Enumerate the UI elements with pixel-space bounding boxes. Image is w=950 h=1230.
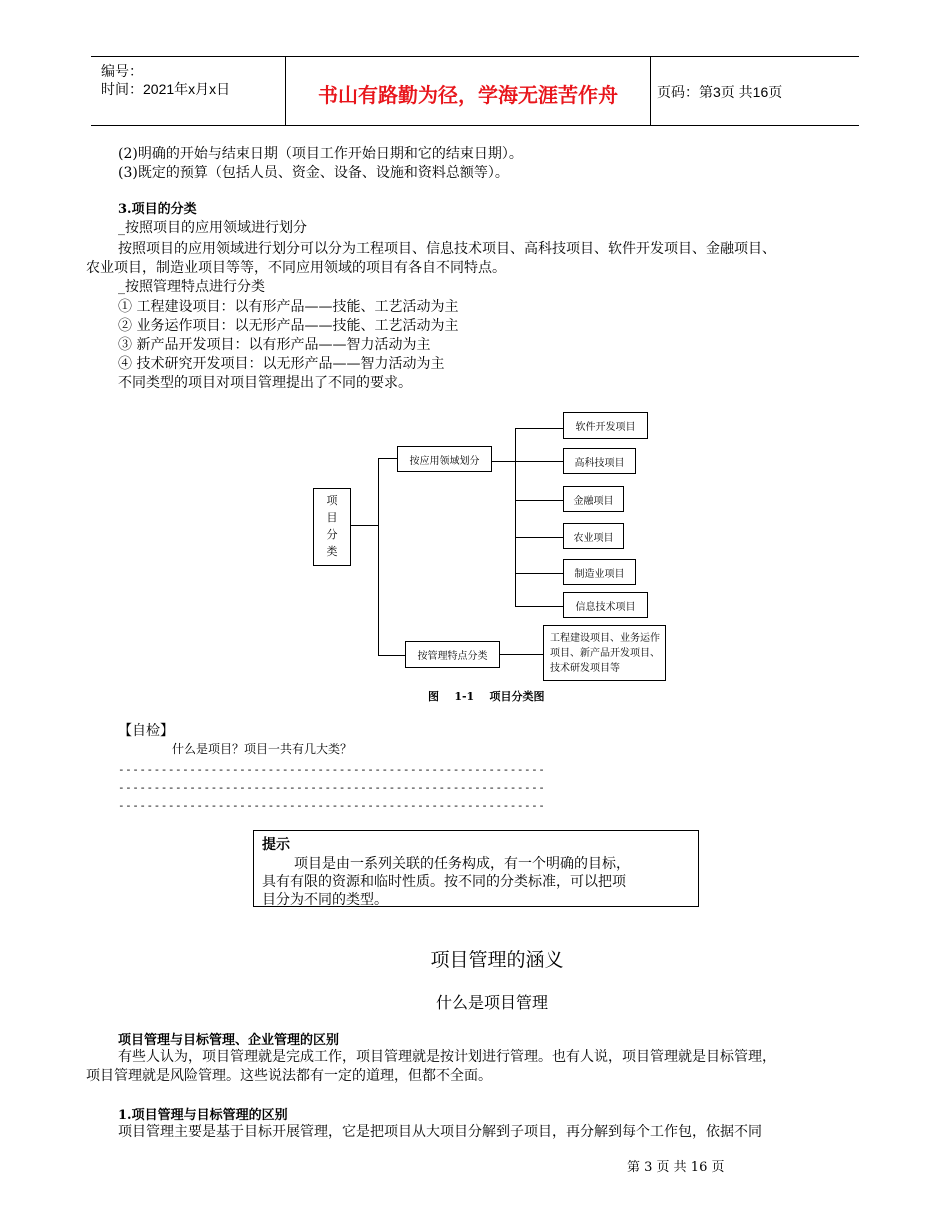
- motto-cell: [285, 57, 651, 125]
- mgmt-item: ④ 技术研究开发项目：以无形产品——智力活动为主: [118, 356, 445, 372]
- connector: [350, 525, 378, 526]
- mgmt-item: ② 业务运作项目：以无形产品——技能、工艺活动为主: [118, 318, 459, 334]
- domain-leaf-box: 信息技术项目: [563, 592, 648, 618]
- number-label: 编号：: [101, 63, 143, 79]
- diagram-root-box: [313, 488, 351, 566]
- intro-line-2: (3)既定的预算（包括人员、资金、设备、设施和资料总额等）。: [118, 165, 509, 181]
- by-domain-heading: _按照项目的应用领域进行划分: [118, 220, 307, 236]
- answer-line: ------------------------------------------------------------: [118, 781, 546, 794]
- footer-page-number: 第 3 页 共 16 页: [627, 1160, 725, 1175]
- time-label: 时间：2021年x月x日: [101, 81, 231, 97]
- domain-leaf-box: 农业项目: [563, 523, 624, 549]
- mgmt-leaf-line: 技术研发项目等: [550, 662, 620, 674]
- answer-line: ------------------------------------------------------------: [118, 763, 546, 776]
- motto-text: 书山有路勤为径，学海无涯苦作舟: [318, 85, 618, 107]
- tip-line: 具有有限的资源和临时性质。按不同的分类标准，可以把项: [262, 874, 626, 890]
- domain-leaf-box: 金融项目: [563, 486, 624, 512]
- tip-line: 项目是由一系列关联的任务构成，有一个明确的目标，: [294, 856, 630, 872]
- self-check-label: 【自检】: [118, 723, 174, 739]
- diff-text-1: 有些人认为，项目管理就是完成工作，项目管理就是按计划进行管理。也有人说，项目管理就是目标管理，: [118, 1049, 776, 1065]
- branch-mgmt-box: 按管理特点分类: [405, 641, 500, 668]
- connector: [515, 500, 563, 501]
- page-info: 页码：第3页 共16页: [657, 84, 783, 100]
- classification-heading: 3.项目的分类: [118, 202, 197, 217]
- root-char: 项: [326, 495, 338, 507]
- tip-title: 提示: [262, 837, 290, 853]
- branch-domain-box: 按应用领域划分: [397, 446, 492, 472]
- intro-line-1: (2)明确的开始与结束日期（项目工作开始日期和它的结束日期）。: [118, 146, 523, 162]
- mgmt-leaf-line: 工程建设项目、业务运作: [550, 632, 660, 644]
- domain-leaf-box: 高科技项目: [563, 448, 636, 474]
- connector: [515, 461, 563, 462]
- sub-heading-1: 1.项目管理与目标管理的区别: [118, 1108, 288, 1123]
- classification-closing: 不同类型的项目对项目管理提出了不同的要求。: [118, 375, 412, 391]
- domain-leaf-box: 制造业项目: [563, 559, 636, 585]
- root-char: 目: [326, 512, 338, 524]
- diff-text-2: 项目管理就是风险管理。这些说法都有一定的道理，但都不全面。: [86, 1068, 492, 1084]
- connector: [515, 573, 563, 574]
- root-char: 类: [326, 546, 338, 558]
- header-table: [91, 56, 859, 126]
- tip-line: 目分为不同的类型。: [262, 892, 388, 908]
- sub-text-1: 项目管理主要是基于目标开展管理，它是把项目从大项目分解到子项目，再分解到每个工作包，依据不同: [118, 1124, 762, 1140]
- connector: [499, 654, 543, 655]
- domain-leaf-box: 软件开发项目: [563, 412, 648, 439]
- tip-box: [253, 830, 699, 907]
- connector: [515, 428, 516, 606]
- section-subtitle: 什么是项目管理: [435, 993, 548, 1012]
- connector: [378, 458, 397, 459]
- mgmt-leaf-line: 项目、新产品开发项目、: [550, 647, 660, 659]
- by-mgmt-heading: _按照管理特点进行分类: [118, 279, 265, 295]
- connector: [378, 655, 405, 656]
- connector: [515, 606, 563, 607]
- diagram-caption: 图 1-1 项目分类图: [428, 690, 545, 703]
- diff-heading: 项目管理与目标管理、企业管理的区别: [118, 1033, 340, 1048]
- section-title: 项目管理的涵义: [430, 949, 564, 971]
- mgmt-leaf-box: [543, 625, 666, 681]
- mgmt-item: ③ 新产品开发项目：以有形产品——智力活动为主: [118, 337, 431, 353]
- by-domain-text-2: 农业项目，制造业项目等等，不同应用领域的项目有各自不同特点。: [86, 260, 506, 276]
- answer-line: ------------------------------------------------------------: [118, 799, 546, 812]
- connector: [378, 458, 379, 655]
- self-check-question: 什么是项目？项目一共有几大类？: [172, 742, 353, 756]
- root-char: 分: [326, 529, 338, 541]
- by-domain-text-1: 按照项目的应用领域进行划分可以分为工程项目、信息技术项目、高科技项目、软件开发项目、金融项目、: [118, 241, 776, 257]
- connector: [515, 537, 563, 538]
- connector: [515, 428, 563, 429]
- connector: [491, 461, 515, 462]
- mgmt-item: ① 工程建设项目：以有形产品——技能、工艺活动为主: [118, 299, 459, 315]
